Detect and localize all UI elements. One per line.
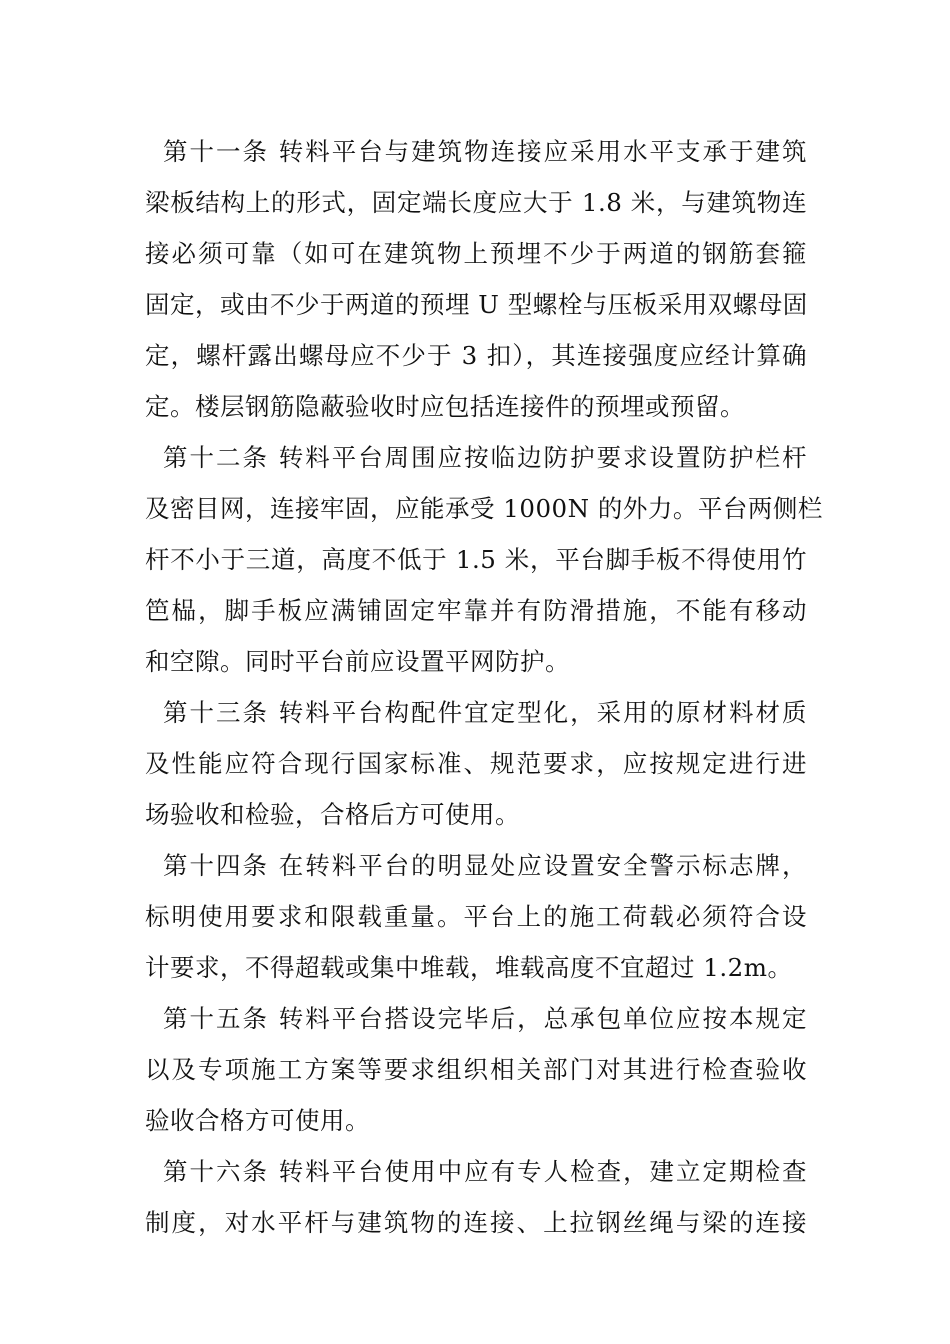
document-body [145,126,823,1248]
article-line: 第十六条 转料平台使用中应有专人检查，建立定期检查 [163,1157,807,1186]
article-12 [145,432,823,687]
article-line: 第十三条 转料平台构配件宜定型化，采用的原材料材质 [163,698,807,727]
article-11 [145,126,807,432]
article-16 [145,1146,807,1248]
article-line: 场验收和检验，合格后方可使用。 [145,800,520,829]
article-line: 定。楼层钢筋隐蔽验收时应包括连接件的预埋或预留。 [145,392,745,421]
article-line: 第十四条 在转料平台的明显处应设置安全警示标志牌， [163,851,807,880]
article-line: 第十一条 转料平台与建筑物连接应采用水平支承于建筑 [163,137,807,166]
article-line: 及性能应符合现行国家标准、规范要求，应按规定进行进 [145,749,807,778]
article-15 [145,993,807,1146]
article-line: 验收合格方可使用。 [145,1106,370,1135]
article-line: 计要求，不得超载或集中堆载，堆载高度不宜超过 1.2m。 [145,953,793,982]
article-line: 以及专项施工方案等要求组织相关部门对其进行检查验收 [145,1055,807,1084]
article-line: 接必须可靠（如可在建筑物上预埋不少于两道的钢筋套箍 [145,239,807,268]
article-line: 梁板结构上的形式，固定端长度应大于 1.8 米，与建筑物连 [145,188,807,217]
article-line: 第十二条 转料平台周围应按临边防护要求设置防护栏杆 [163,443,807,472]
article-line: 定，螺杆露出螺母应不少于 3 扣），其连接强度应经计算确 [145,341,807,370]
article-line: 杆不小于三道，高度不低于 1.5 米，平台脚手板不得使用竹 [145,545,807,574]
article-line: 和空隙。同时平台前应设置平网防护。 [145,647,570,676]
article-line: 笆榀，脚手板应满铺固定牢靠并有防滑措施，不能有移动 [145,596,807,625]
article-14 [145,840,807,993]
article-line: 标明使用要求和限载重量。平台上的施工荷载必须符合设 [145,902,807,931]
article-line: 固定，或由不少于两道的预埋 U 型螺栓与压板采用双螺母固 [145,290,808,319]
article-line: 及密目网，连接牢固，应能承受 1000N 的外力。平台两侧栏 [145,494,823,523]
article-13 [145,687,807,840]
article-line: 制度，对水平杆与建筑物的连接、上拉钢丝绳与梁的连接 [145,1208,807,1237]
article-line: 第十五条 转料平台搭设完毕后，总承包单位应按本规定 [163,1004,807,1033]
